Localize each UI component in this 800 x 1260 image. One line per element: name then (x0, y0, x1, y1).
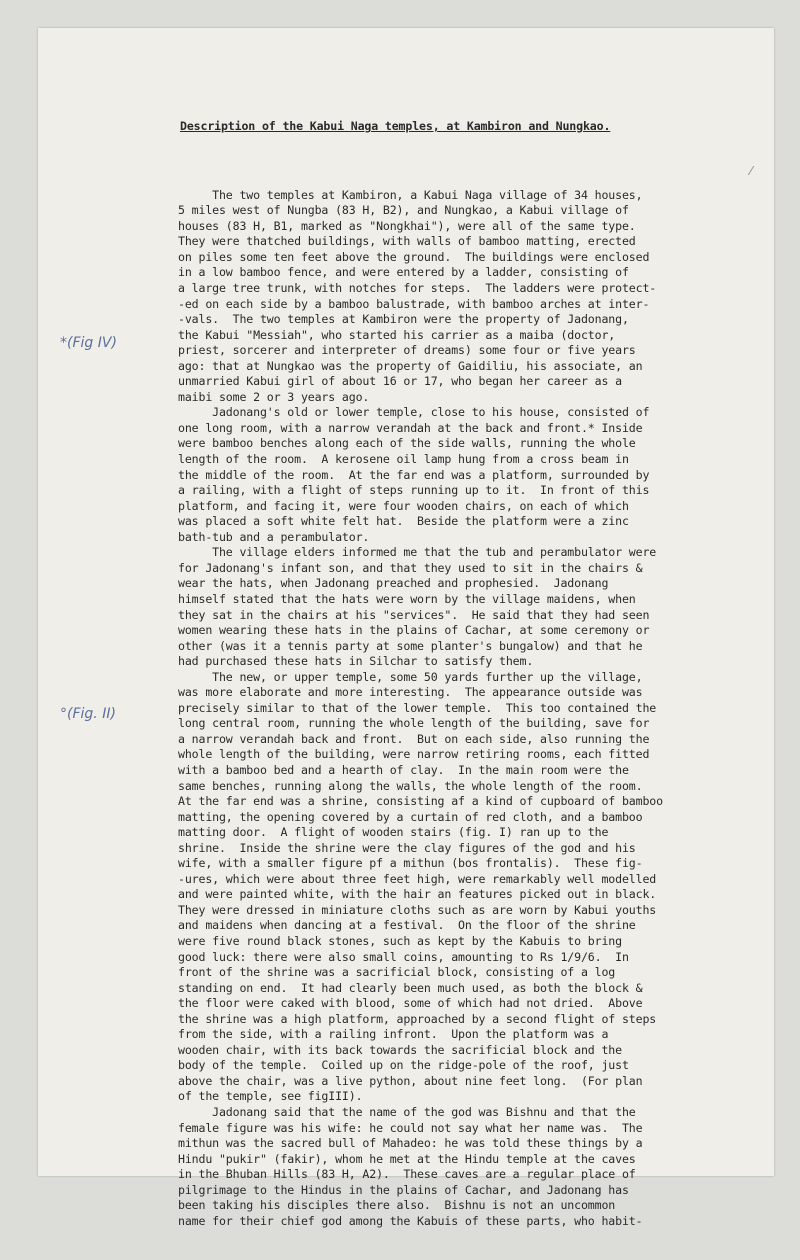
body-line: above the chair, was a live python, about nine feet long. (For plan (178, 1073, 643, 1088)
body-line: The new, or upper temple, some 50 yards further up the village, (178, 669, 643, 684)
document-title: Description of the Kabui Naga temples, at Kambiron and Nungkao. (180, 119, 611, 134)
body-line: bath-tub and a perambulator. (178, 529, 370, 544)
body-line: standing on end. It had clearly been much used, as both the block & (178, 980, 643, 995)
body-line: female figure was his wife: he could not say what her name was. The (178, 1120, 643, 1135)
body-line: wife, with a smaller figure pf a mithun (bos frontalis). These fig- (178, 856, 643, 871)
body-line: of the temple, see figIII). (178, 1089, 363, 1104)
body-line: long central room, running the whole length of the building, save for (178, 716, 650, 731)
body-line: priest, sorcerer and interpreter of dreams) some four or five years (178, 343, 636, 358)
body-line: and were painted white, with the hair an features picked out in black. (178, 887, 657, 902)
body-line: They were thatched buildings, with walls of bamboo matting, erected (178, 234, 636, 249)
body-line: -ed on each side by a bamboo balustrade, with bamboo arches at inter- (178, 296, 650, 311)
body-line: The village elders informed me that the tub and perambulator were (178, 545, 657, 560)
body-line: front of the shrine was a sacrificial block, consisting of a log (178, 965, 616, 980)
body-line: ago: that at Nungkao was the property of Gaidiliu, his associate, an (178, 358, 643, 373)
body-line: shrine. Inside the shrine were the clay figures of the god and his (178, 840, 636, 855)
annotation-fig-iv: *(Fig IV) (60, 335, 117, 351)
body-line: same benches, running along the walls, the whole length of the room. (178, 778, 643, 793)
body-line: in a low bamboo fence, and were entered by a ladder, consisting of (178, 265, 629, 280)
body-line: a railing, with a flight of steps running up to it. In front of this (178, 483, 650, 498)
body-line: body of the temple. Coiled up on the ridge-pole of the roof, just (178, 1058, 629, 1073)
body-line: name for their chief god among the Kabuis of these parts, who habit- (178, 1213, 643, 1228)
body-line: Hindu "pukir" (fakir), whom he met at the Hindu temple at the caves (178, 1151, 636, 1166)
body-line: with a bamboo bed and a hearth of clay. In the main room were the (178, 762, 629, 777)
body-line: the Kabui "Messiah", who started his carrier as a maiba (doctor, (178, 327, 616, 342)
body-line: himself stated that the hats were worn by the village maidens, when (178, 591, 636, 606)
body-line: the floor were caked with blood, some of which had not dried. Above (178, 996, 643, 1011)
body-line: Jadonang's old or lower temple, close to his house, consisted of (178, 405, 650, 420)
body-line: were five round black stones, such as kept by the Kabuis to bring (178, 933, 622, 948)
body-line: wear the hats, when Jadonang preached and prophesied. Jadonang (178, 576, 609, 591)
body-line: Jadonang said that the name of the god was Bishnu and that the (178, 1105, 636, 1119)
body-line: the middle of the room. At the far end was a platform, surrounded by (178, 467, 650, 482)
body-line: mithun was the sacred bull of Mahadeo: he was told these things by a (178, 1136, 643, 1151)
body-line: wooden chair, with its back towards the sacrificial block and the (178, 1042, 622, 1057)
body-line: they sat in the chairs at his "services". He said that they had seen (178, 607, 650, 622)
body-line: maibi some 2 or 3 years ago. (178, 389, 370, 404)
body-line: in the Bhuban Hills (83 H, A2). These caves are a regular place of (178, 1167, 636, 1182)
typed-text-block (178, 88, 786, 1260)
margin-tick-mark: ⁄ (750, 164, 753, 178)
body-line: from the side, with a railing infront. Upon the platform was a (178, 1027, 609, 1042)
body-line: had purchased these hats in Silchar to satisfy them. (178, 654, 534, 669)
body-line: whole length of the building, were narrow retiring rooms, each fitted (178, 747, 650, 762)
body-line: was placed a soft white felt hat. Beside the platform were a zinc (178, 514, 629, 529)
annotation-fig-ii: °(Fig. II) (60, 706, 116, 722)
body-line: been taking his disciples there also. Bishnu is not an uncommon (178, 1198, 616, 1213)
document-page (38, 28, 774, 1228)
body-line: and maidens when dancing at a festival. On the floor of the shrine (178, 918, 636, 933)
body-line: the shrine was a high platform, approached by a second flight of steps (178, 1011, 657, 1026)
body-line: length of the room. A kerosene oil lamp hung from a cross beam in (178, 452, 629, 467)
body-line: matting, the opening covered by a curtain of red cloth, and a bamboo (178, 809, 643, 824)
body-line: houses (83 H, B1, marked as "Nongkhai"), were all of the same type. (178, 218, 636, 233)
body-line: one long room, with a narrow verandah at the back and front.* Inside (178, 420, 643, 435)
body-line: -ures, which were about three feet high, were remarkably well modelled (178, 871, 657, 886)
body-lines (178, 188, 786, 1230)
body-line: 5 miles west of Nungba (83 H, B2), and Nungkao, a Kabui village of (178, 203, 629, 218)
body-line: good luck: there were also small coins, amounting to Rs 1/9/6. In (178, 949, 629, 964)
body-line: At the far end was a shrine, consisting af a kind of cupboard of bamboo (178, 794, 663, 809)
body-line: was more elaborate and more interesting. The appearance outside was (178, 685, 643, 700)
body-line: women wearing these hats in the plains of Cachar, at some ceremony or (178, 623, 650, 638)
body-line: on piles some ten feet above the ground. The buildings were enclosed (178, 249, 650, 264)
body-line: a narrow verandah back and front. But on each side, also running the (178, 731, 650, 746)
body-line: for Jadonang's infant son, and that they used to sit in the chairs & (178, 560, 643, 575)
body-line: precisely similar to that of the lower temple. This too contained the (178, 700, 657, 715)
body-line: The two temples at Kambiron, a Kabui Naga village of 34 houses, (178, 187, 643, 202)
body-line: They were dressed in miniature cloths such as are worn by Kabui youths (178, 902, 657, 917)
body-line: a large tree trunk, with notches for steps. The ladders were protect- (178, 281, 657, 296)
body-line: pilgrimage to the Hindus in the plains of Cachar, and Jadonang has (178, 1182, 629, 1197)
body-line: unmarried Kabui girl of about 16 or 17, who began her career as a (178, 374, 622, 389)
body-line: platform, and facing it, were four wooden chairs, on each of which (178, 498, 629, 513)
body-line: were bamboo benches along each of the side walls, running the whole (178, 436, 636, 451)
body-line: other (was it a tennis party at some planter's bungalow) and that he (178, 638, 643, 653)
body-line: -vals. The two temples at Kambiron were the property of Jadonang, (178, 312, 629, 327)
body-line: matting door. A flight of wooden stairs (fig. I) ran up to the (178, 825, 609, 840)
